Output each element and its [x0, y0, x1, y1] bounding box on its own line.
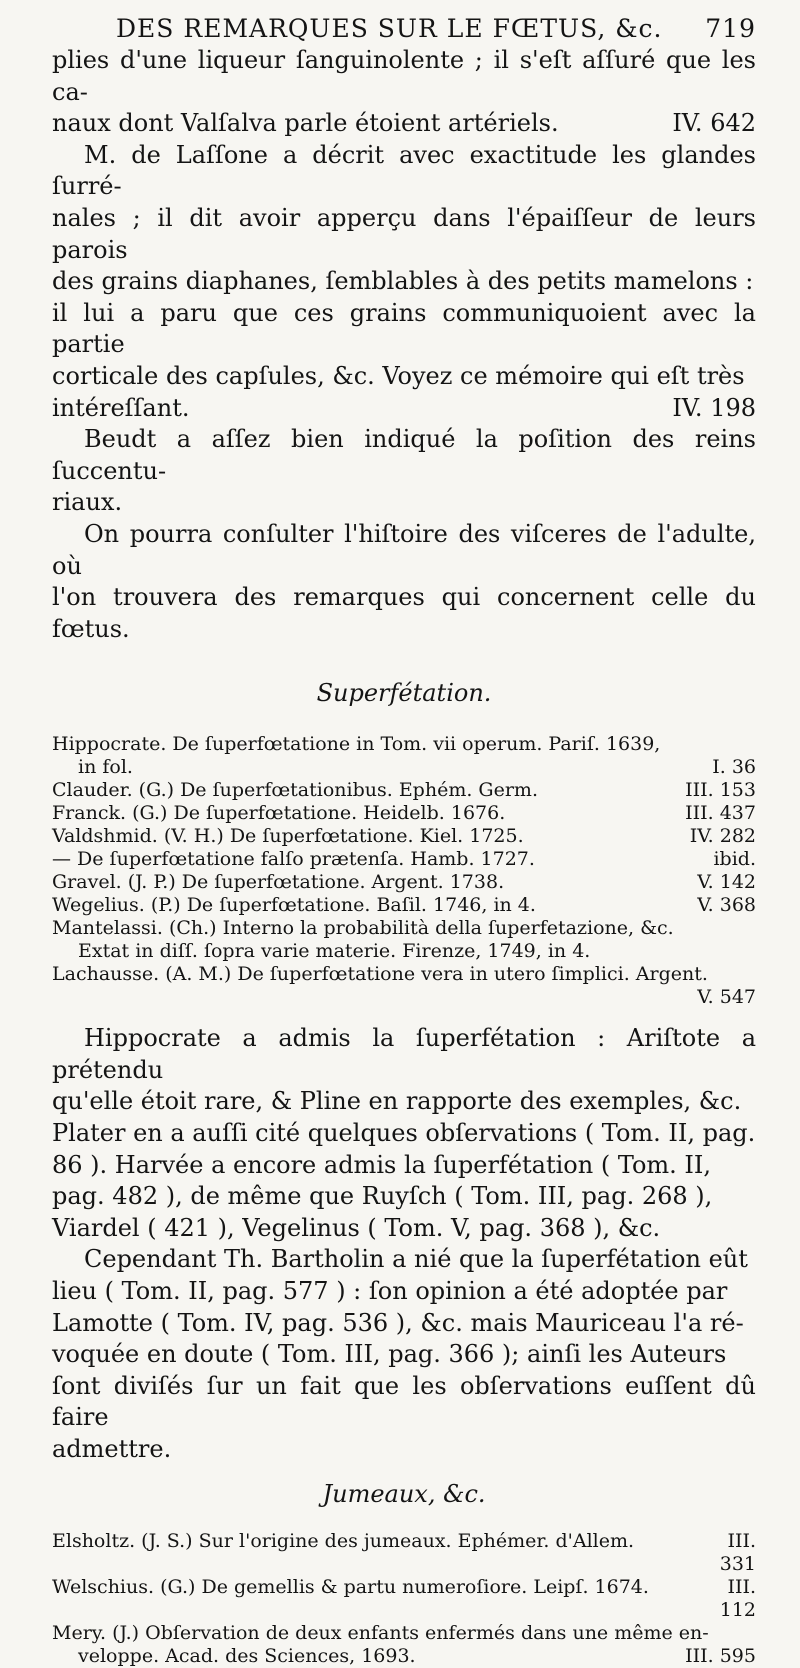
section-heading: Jumeaux, &c.	[322, 1479, 486, 1508]
bibliography-list	[52, 733, 756, 1009]
bib-entry: Wegelius. (P.) De ſuperfœtatione. Baſil. 1746, in 4. V. 368	[52, 894, 756, 917]
bib-entry: Mery. (J.) Obſervation de deux enfants enfermés dans une même en-	[52, 1621, 709, 1644]
text-line: nales ; il dit avoir apperçu dans l'épaiſſeur de leurs parois	[52, 203, 756, 264]
text-line: corticale des capſules, &c. Voyez ce mémoire qui eſt très	[52, 361, 745, 390]
volume-reference: IV. 642	[672, 109, 756, 138]
page-number: 719	[705, 14, 756, 43]
text-line: Plater en a auſſi cité quelques obſervations ( Tom. II, pag.	[52, 1119, 756, 1148]
text-line: il lui a paru que ces grains communiquoient avec la partie	[52, 298, 756, 359]
bib-entry: Extat in diſſ. ſopra varie materie. Firenze, 1749, in 4.	[78, 940, 591, 963]
text-line: qu'elle étoit rare, & Pline en rapporte des exemples, &c.	[52, 1087, 742, 1116]
running-header	[52, 14, 756, 43]
bib-entry: in fol. I. 36	[78, 756, 756, 779]
bib-entry: veloppe. Acad. des Sciences, 1693. III. 595	[78, 1644, 756, 1667]
text-line: intéreſſant. IV. 198	[52, 393, 756, 425]
text-line: Hippocrate a admis la ſuperfétation : Ariſtote a prétendu	[52, 1024, 756, 1084]
text-line: Viardel ( 421 ), Vegelinus ( Tom. V, pag. 368 ), &c.	[52, 1213, 661, 1242]
intro-text	[52, 45, 756, 645]
bib-entry: Valdshmid. (V. H.) De ſuperfœtatione. Kiel. 1725. IV. 282	[52, 825, 756, 848]
bib-entry: Mantelassi. (Ch.) Interno la probabilità della ſuperfetazione, &c.	[52, 917, 674, 940]
text-line: admettre.	[52, 1435, 172, 1463]
bib-entry: Lachausse. (A. M.) De ſuperfœtatione vera in utero ſimplici. Argent.	[52, 963, 708, 986]
bib-entry-ref: V. 547	[697, 986, 756, 1009]
text-line: pag. 482 ), de même que Ruyſch ( Tom. III, pag. 268 ),	[52, 1182, 713, 1211]
text-line: lieu ( Tom. II, pag. 577 ) : ſon opinion a été adoptée par	[52, 1277, 728, 1306]
text-line: M. de Laſſone a décrit avec exactitude les glandes ſurré-	[52, 140, 756, 201]
bib-entry-ref: 331	[719, 1552, 756, 1575]
bib-entry: — De ſuperfœtatione falſo prætenſa. Hamb. 1727. ibid.	[52, 848, 756, 871]
text-line: voquée en doute ( Tom. III, pag. 366 ); ainſi les Auteurs	[52, 1340, 727, 1369]
text-line: l'on trouvera des remarques qui concernent celle du fœtus.	[52, 583, 756, 643]
text-line: ſont diviſés ſur un fait que les obſervations euſſent dû faire	[52, 1371, 756, 1432]
text-line: 86 ). Harvée a encore admis la ſuperfétation ( Tom. II,	[52, 1150, 712, 1179]
section-heading: Superfétation.	[316, 679, 492, 708]
text-line: Cependant Th. Bartholin a nié que la ſuperfétation eût	[84, 1245, 748, 1274]
text-line: des grains diaphanes, ſemblables à des petits mamelons :	[52, 267, 754, 296]
bibliography-list	[52, 1530, 756, 1668]
bib-entry: Franck. (G.) De ſuperfœtatione. Heidelb. 1676. III. 437	[52, 802, 756, 825]
text-line: On pourra conſulter l'hiſtoire des viſceres de l'adulte, où	[52, 519, 756, 580]
text-line: Beudt a aſſez bien indiqué la poſition des reins ſuccentu-	[52, 425, 756, 485]
bib-entry: Clauder. (G.) De ſuperfœtationibus. Ephém. Germ. III. 153	[52, 779, 756, 802]
text-line: naux dont Valſalva parle étoient artériels. IV. 642	[52, 108, 756, 140]
bib-entry: Hippocrate. De ſuperfœtatione in Tom. vii operum. Pariſ. 1639,	[52, 733, 661, 756]
volume-reference: IV. 198	[672, 393, 756, 422]
running-title: DES REMARQUES SUR LE FŒTUS, &c.	[116, 14, 663, 43]
bib-entry: Elsholtz. (J. S.) Sur l'origine des jumeaux. Ephémer. d'Allem. III.	[52, 1529, 756, 1552]
superfetation-text	[52, 1023, 756, 1465]
bib-entry-ref: 112	[719, 1598, 756, 1621]
bib-entry: Welschius. (G.) De gemellis & partu numeroſiore. Leipſ. 1674. III.	[52, 1575, 756, 1598]
text-line: riaux.	[52, 488, 123, 517]
text-line: Lamotte ( Tom. IV, pag. 536 ), &c. mais Mauriceau l'a ré-	[52, 1308, 744, 1337]
bib-entry: Gravel. (J. P.) De ſuperfœtatione. Argent. 1738. V. 142	[52, 871, 756, 894]
text-line: plies d'une liqueur ſanguinolente ; il s'eſt aſſuré que les ca-	[52, 46, 756, 106]
